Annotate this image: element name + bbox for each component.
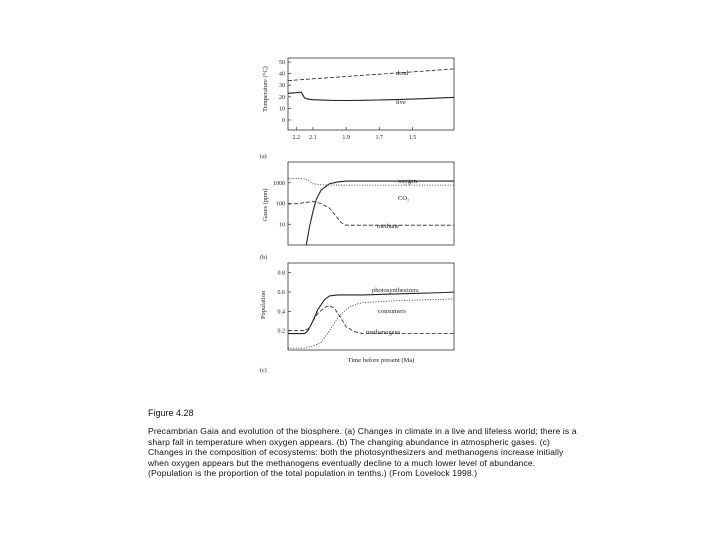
ytick-label: 0.8	[277, 270, 285, 277]
ytick-label: 10	[279, 222, 285, 229]
series-line-co2	[288, 179, 454, 186]
legend-label-oxygen: oxygen	[398, 178, 418, 185]
xtick-label: 2.1	[309, 135, 317, 141]
ytick-label: 30	[279, 83, 285, 90]
series-line-consumers	[288, 299, 454, 348]
panel-a-label: (a)	[260, 154, 267, 160]
legend-label-co2: CO₂	[398, 195, 410, 202]
ytick-label: 50	[279, 60, 285, 66]
figure-caption: Precambrian Gaia and evolution of the biosphere. (a) Changes in climate in a live and lifeless world; there is a sharp fall in temperature when oxygen appears. (b) The changing abundance in atmospheric gases. (c) Changes in the composition of ecosystems: both the photosynthesizers and methanogens increase initially when oxygen appears but the methanogens eventually decline to a much lower level of abundance. (Population is the proportion of the total population in tenths.) (From Lovelock 1998.)	[148, 426, 577, 479]
ytick-label: 0	[282, 118, 285, 124]
legend-label-methane: methane	[377, 223, 400, 230]
legend-label-live: live	[396, 99, 406, 106]
series-line-oxygen	[306, 181, 454, 245]
panel-b	[260, 162, 454, 261]
legend-label-dead: dead	[396, 70, 409, 77]
ytick-label: 10	[279, 106, 285, 113]
panel-a-frame	[288, 58, 454, 130]
panel-b-ylabel: Gases (ppm)	[262, 188, 269, 222]
xtick-label: 2.2	[292, 135, 301, 141]
ytick-label: 40	[279, 71, 285, 78]
panel-c-xlabel: Time before present (Ma)	[347, 357, 415, 364]
ytick-label: 0.6	[277, 290, 285, 296]
legend-label-consumers: consumers	[378, 308, 406, 315]
xtick-label: 1.9	[342, 135, 350, 141]
xtick-label: 1.7	[375, 135, 384, 141]
panel-a-ylabel: Temperature (°C)	[262, 66, 269, 112]
panel-c-label: (c)	[260, 368, 267, 374]
ytick-label: 100	[276, 201, 285, 208]
panel-c-frame	[288, 263, 454, 350]
panel-b-frame	[288, 162, 454, 245]
ytick-label: 0.2	[277, 328, 285, 335]
panel-a	[260, 58, 454, 160]
legend-label-photosynthesizers: photosynthesizers	[372, 287, 419, 294]
panel-c-ylabel: Population	[260, 290, 267, 320]
panel-c	[260, 263, 454, 374]
xtick-label: 1.5	[408, 135, 417, 141]
panel-b-label: (b)	[260, 255, 267, 261]
ytick-label: 20	[279, 94, 285, 101]
ytick-label: 1000	[273, 180, 285, 187]
figure-number: Figure 4.28	[148, 408, 194, 418]
series-line-photosynthesizers	[288, 292, 454, 334]
ytick-label: 0.4	[277, 309, 285, 316]
legend-label-methanogens: methanogens	[366, 329, 401, 336]
series-line-live	[288, 92, 454, 100]
series-line-dead	[288, 69, 454, 81]
